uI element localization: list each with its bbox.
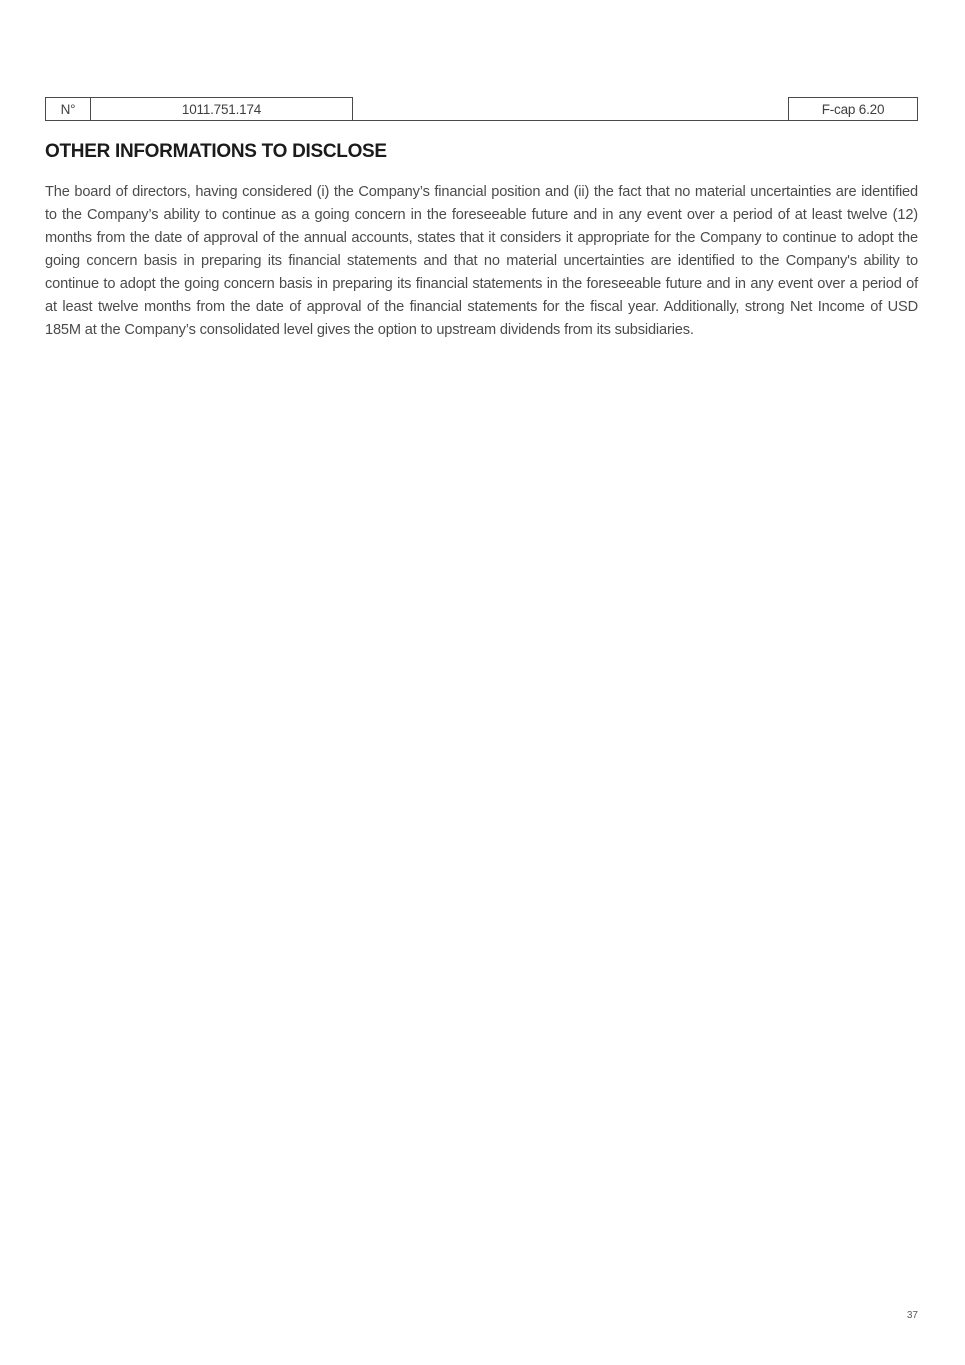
header-form-strip (45, 97, 918, 121)
disclosure-paragraph: The board of directors, having considered (i) the Company’s financial position and (ii) the fact that no material uncertainties are identified to the Company’s ability to continue as a going concern in the foreseeable future and in any event over a period of at least twelve (12) months from the date of approval of the annual accounts, states that it considers it appropriate for the Company to continue to adopt the going concern basis in preparing its financial statements and that no material uncertainties are identified to the Company's ability to continue to adopt the going concern basis in preparing its financial statements in the foreseeable future and in any event over a period of at least twelve months from the date of approval of the financial statements for the fiscal year. Additionally, strong Net Income of USD 185M at the Company’s consolidated level gives the option to upstream dividends from its subsidiaries. (45, 183, 918, 338)
page-number: 37 (906, 1310, 918, 1321)
section-title: OTHER INFORMATIONS TO DISCLOSE (45, 140, 387, 162)
fcap-box: F-cap 6.20 (788, 97, 918, 120)
number-label-box: N° (45, 97, 91, 120)
header-strip-spacer (353, 97, 788, 120)
number-value-box: 1011.751.174 (91, 97, 353, 120)
